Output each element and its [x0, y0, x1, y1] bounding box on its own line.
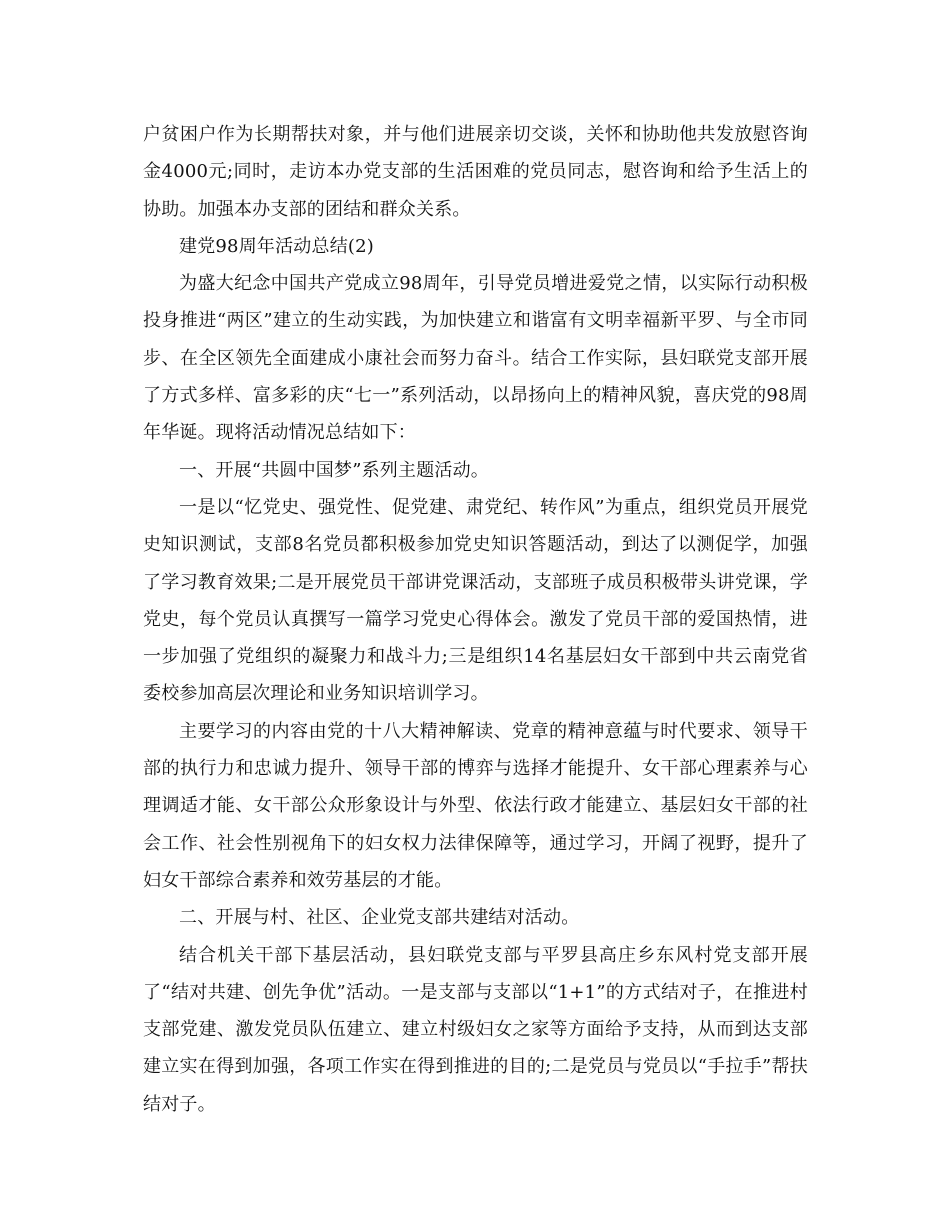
paragraph-intro: 为盛大纪念中国共产党成立98周年，引导党员增进爱党之情，以实际行动积极投身推进“两区”建立的生动实践，为加快建立和谐富有文明幸福新平罗、与全市同步、在全区领先全面建成小康社会而努力奋斗。结合工作实际，县妇联党支部开展了方式多样、富多彩的庆“七一”系列活动，以昂扬向上的精神风貌，喜庆党的98周年华诞。现将活动情况总结如下： — [143, 273, 808, 444]
paragraph-study-content: 主要学习的内容由党的十八大精神解读、党章的精神意蕴与时代要求、领导干部的执行力和忠诚力提升、领导干部的博弈与选择才能提升、女干部心理素养与心理调适才能、女干部公众形象设计与外型、依法行政才能建立、基层妇女干部的社会工作、社会性别视角下的妇女权力法律保障等，通过学习，开阔了视野，提升了妇女干部综合素养和效劳基层的才能。 — [143, 720, 808, 891]
section-heading-summary-2: 建党98周年活动总结(2) — [179, 235, 375, 257]
section-heading-2: 二、开展与村、社区、企业党支部共建结对活动。 — [179, 907, 580, 929]
section-heading-1: 一、开展“共圆中国梦”系列主题活动。 — [179, 459, 490, 481]
paragraph-continuation: 户贫困户作为长期帮扶对象，并与他们进展亲切交谈，关怀和协助他共发放慰咨询金4000元;同时，走访本办党支部的生活困难的党员同志，慰咨询和给予生活上的协助。加强本办支部的团结和群众关系。 — [143, 124, 808, 220]
paragraph-pairing: 结合机关干部下基层活动，县妇联党支部与平罗县高庄乡东风村党支部开展了“结对共建、创先争优”活动。一是支部与支部以“1+1”的方式结对子，在推进村支部党建、激发党员队伍建立、建立村级妇女之家等方面给予支持，从而到达支部建立实在得到加强，各项工作实在得到推进的目的;二是党员与党员以“手拉手”帮扶结对子。 — [143, 944, 808, 1115]
document-body — [143, 116, 808, 1123]
paragraph-activities: 一是以“忆党史、强党性、促党建、肃党纪、转作风”为重点，组织党员开展党史知识测试，支部8名党员都积极参加党史知识答题活动，到达了以测促学，加强了学习教育效果;二是开展党员干部讲党课活动，支部班子成员积极带头讲党课，学党史，每个党员认真撰写一篇学习党史心得体会。激发了党员干部的爱国热情，进一步加强了党组织的凝聚力和战斗力;三是组织14名基层妇女干部到中共云南党省委校参加高层次理论和业务知识培训学习。 — [143, 496, 808, 705]
